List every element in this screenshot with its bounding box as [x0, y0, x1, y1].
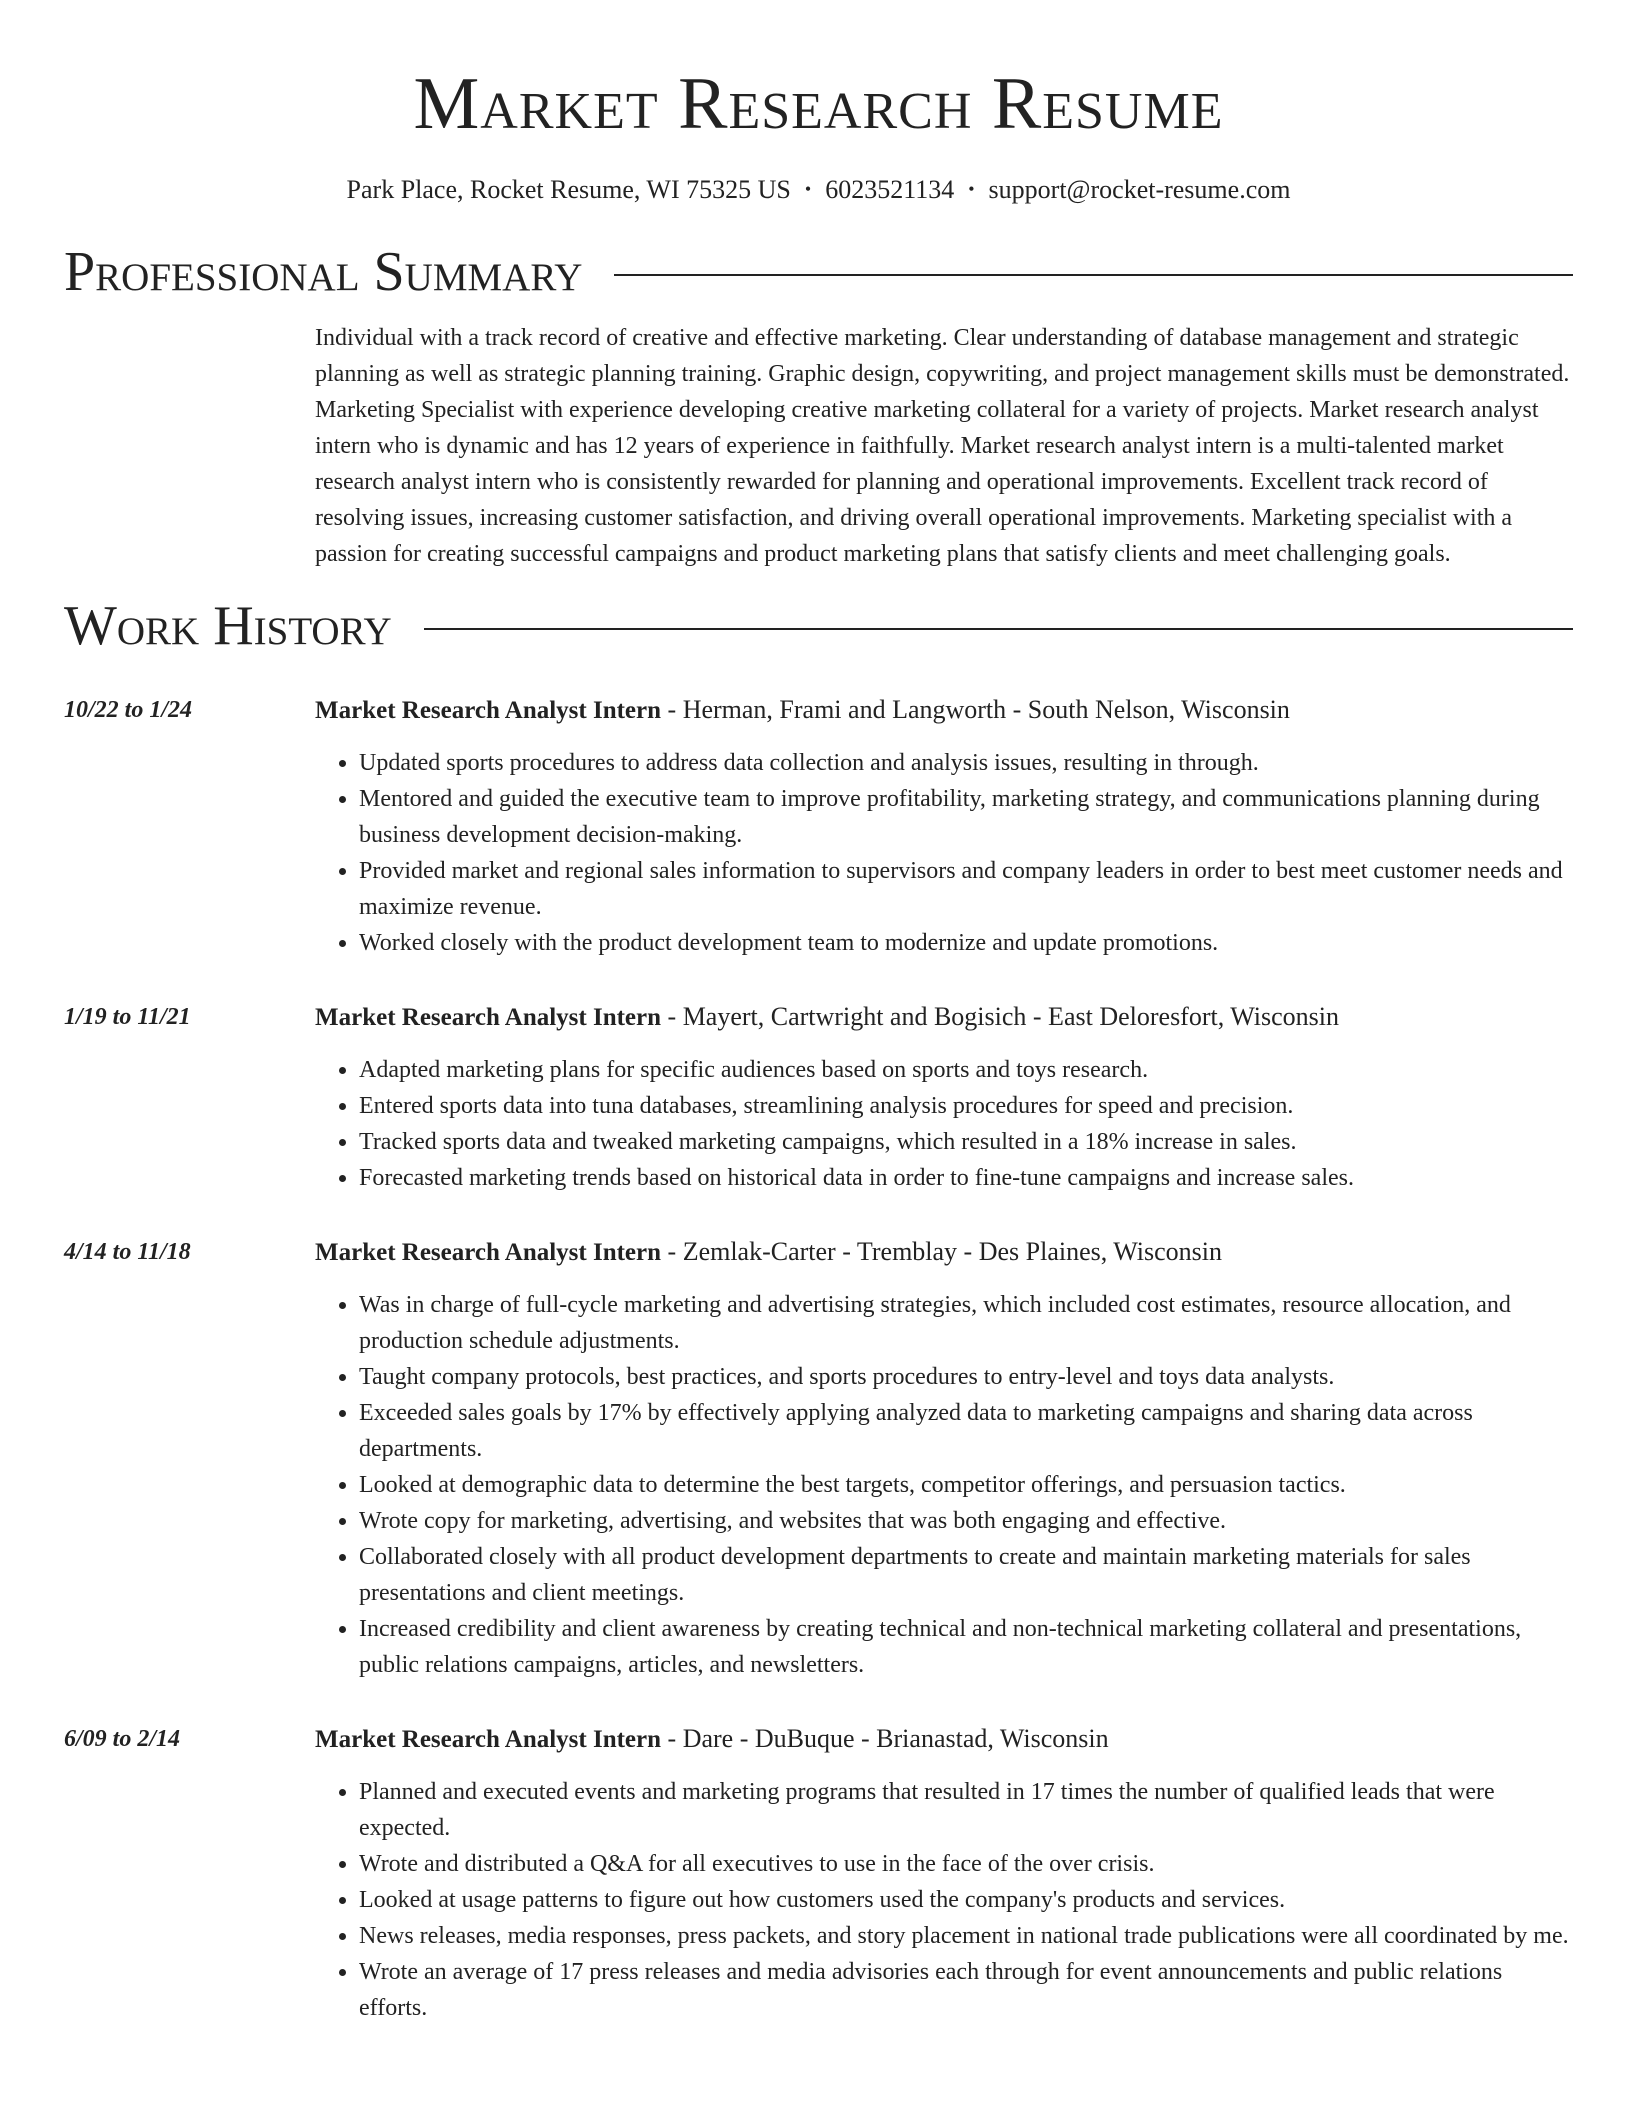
job-body — [315, 999, 1573, 1196]
bullet-item: • Provided market and regional sales information to supervisors and company leaders in order to best meet customer needs and maximize revenue. — [359, 853, 1573, 925]
bullet-item: • Tracked sports data and tweaked marketing campaigns, which resulted in a 18% increase in sales. — [359, 1124, 1573, 1160]
job-dates: 10/22 to 1/24 — [64, 697, 193, 723]
bullet-item: • Collaborated closely with all product development departments to create and maintain marketing materials for sales presentations and client meetings. — [359, 1539, 1573, 1611]
job-entry — [64, 1234, 1573, 1683]
job-dates: 4/14 to 11/18 — [64, 1239, 191, 1265]
job-entry — [64, 692, 1573, 961]
job-bullets — [315, 1287, 1573, 1683]
summary-text: Individual with a track record of creative and effective marketing. Clear understanding of database management and strategic planning as well as strategic planning training. Graphic design, copywriting, and project management skills must be demonstrated. Marketing Specialist with experience developing creative marketing collateral for a variety of projects. Market research analyst intern who is dynamic and has 12 years of experience in faithfully. Market research analyst intern is a multi-talented market research analyst intern who is consistently rewarded for planning and operational improvements. Excellent track record of resolving issues, increasing customer satisfaction, and driving overall operational improvements. Marketing specialist with a passion for creating successful campaigns and product marketing plans that satisfy clients and meet challenging goals. — [315, 325, 1570, 567]
bullet-item: • Wrote an average of 17 press releases and media advisories each through for event announcements and public relations efforts. — [359, 1954, 1573, 2026]
job-company: - Mayert, Cartwright and Bogisich - East Deloresfort, Wisconsin — [661, 1002, 1339, 1031]
job-body — [315, 1721, 1573, 2026]
job-role: Market Research Analyst Intern — [315, 1726, 662, 1753]
section-divider — [424, 628, 1573, 630]
bullet-item: • Entered sports data into tuna databases, streamlining analysis procedures for speed and precision. — [359, 1088, 1573, 1124]
bullet-item: • Forecasted marketing trends based on historical data in order to fine-tune campaigns and increase sales. — [359, 1160, 1573, 1196]
job-title-line — [315, 999, 1573, 1036]
job-body — [315, 1234, 1573, 1683]
bullet-item: • Exceeded sales goals by 17% by effectively applying analyzed data to marketing campaigns and sharing data across departments. — [359, 1395, 1573, 1467]
bullet-item: • Planned and executed events and marketing programs that resulted in 17 times the number of qualified leads that were expected. — [359, 1774, 1573, 1846]
job-dates: 6/09 to 2/14 — [64, 1726, 181, 1752]
bullet-item: • Updated sports procedures to address data collection and analysis issues, resulting in through. — [359, 745, 1573, 781]
job-dates: 1/19 to 11/21 — [64, 1004, 191, 1030]
job-title-line — [315, 1721, 1573, 1758]
bullet-item: • Taught company protocols, best practices, and sports procedures to entry-level and toys data analysts. — [359, 1359, 1573, 1395]
job-bullets — [315, 745, 1573, 961]
bullet-item: • Adapted marketing plans for specific audiences based on sports and toys research. — [359, 1052, 1573, 1088]
bullet-item: • Wrote copy for marketing, advertising, and websites that was both engaging and effective. — [359, 1503, 1573, 1539]
job-entry — [64, 1721, 1573, 2026]
bullet-item: • Looked at demographic data to determine the best targets, competitor offerings, and persuasion tactics. — [359, 1467, 1573, 1503]
bullet-item: • Worked closely with the product development team to modernize and update promotions. — [359, 925, 1573, 961]
phone: 6023521134 — [825, 175, 955, 204]
job-role: Market Research Analyst Intern — [315, 697, 662, 724]
separator-dot: • — [968, 179, 975, 199]
email-link[interactable]: support@rocket-resume.com — [988, 175, 1291, 204]
job-role: Market Research Analyst Intern — [315, 1239, 662, 1266]
section-divider — [614, 274, 1573, 276]
contact-line — [64, 172, 1573, 210]
job-company: - Dare - DuBuque - Brianastad, Wisconsin — [661, 1724, 1109, 1753]
job-title-line — [315, 1234, 1573, 1271]
job-bullets — [315, 1052, 1573, 1196]
job-role: Market Research Analyst Intern — [315, 1004, 662, 1031]
job-bullets — [315, 1774, 1573, 2026]
job-company: - Zemlak-Carter - Tremblay - Des Plaines, Wisconsin — [661, 1237, 1223, 1266]
summary-section-header — [64, 240, 1573, 304]
summary-heading: Professional Summary — [64, 241, 583, 303]
job-entry — [64, 999, 1573, 1196]
bullet-item: • Looked at usage patterns to figure out how customers used the company's products and services. — [359, 1882, 1573, 1918]
work-section-header — [64, 594, 1573, 658]
job-title-line — [315, 692, 1573, 729]
resume-title: Market Research Resume — [413, 63, 1224, 145]
separator-dot: • — [804, 179, 812, 199]
bullet-item: • News releases, media responses, press packets, and story placement in national trade publications were all coordinated by me. — [359, 1918, 1573, 1954]
work-heading: Work History — [64, 595, 392, 657]
address: Park Place, Rocket Resume, WI 75325 US — [346, 175, 791, 204]
bullet-item: • Increased credibility and client awareness by creating technical and non-technical marketing collateral and presentations, public relations campaigns, articles, and newsletters. — [359, 1611, 1573, 1683]
bullet-item: • Wrote and distributed a Q&A for all executives to use in the face of the over crisis. — [359, 1846, 1573, 1882]
resume-page — [64, 0, 1573, 2026]
job-company: - Herman, Frami and Langworth - South Nelson, Wisconsin — [661, 695, 1290, 724]
job-body — [315, 692, 1573, 961]
bullet-item: • Mentored and guided the executive team to improve profitability, marketing strategy, and communications planning during business development decision-making. — [359, 781, 1573, 853]
bullet-item: • Was in charge of full-cycle marketing and advertising strategies, which included cost estimates, resource allocation, and production schedule adjustments. — [359, 1287, 1573, 1359]
